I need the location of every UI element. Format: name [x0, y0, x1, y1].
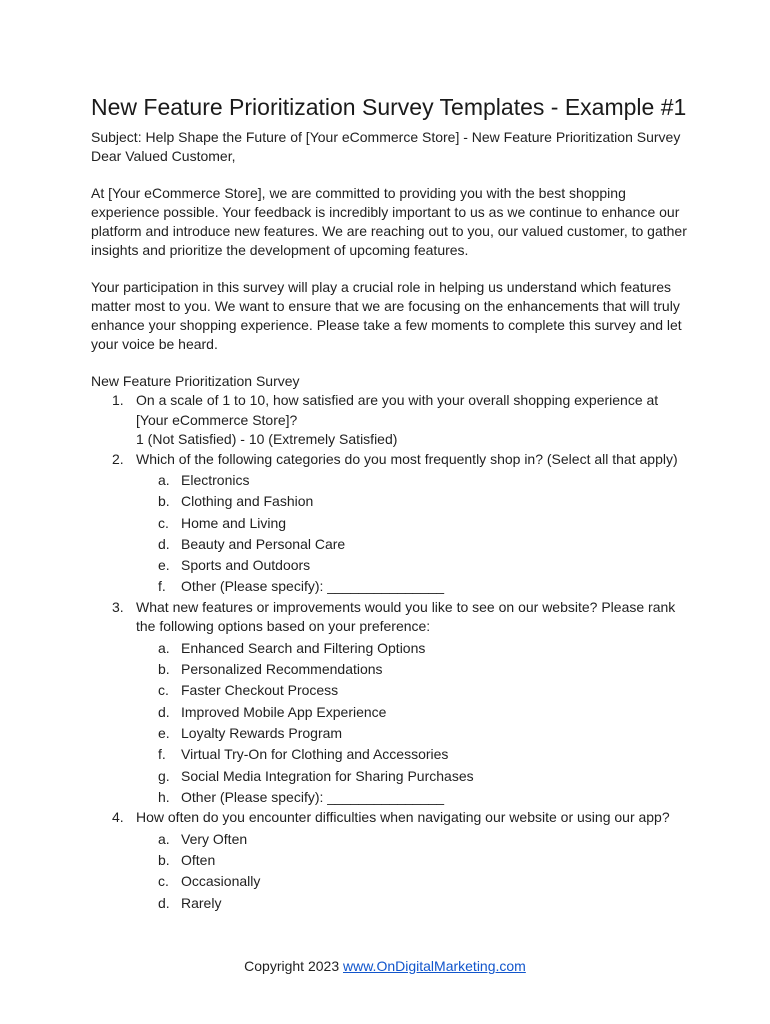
option-label: Loyalty Rewards Program — [181, 724, 343, 741]
option-letter: f. — [158, 746, 166, 763]
question-list — [91, 391, 691, 914]
option-letter: a. — [158, 830, 170, 847]
option-item — [91, 470, 691, 491]
option-item — [91, 787, 691, 808]
question-3 — [91, 598, 691, 808]
question-number: 4. — [112, 809, 124, 826]
option-letter: d. — [158, 535, 170, 552]
option-label: Electronics — [181, 472, 250, 488]
question-text: On a scale of 1 to 10, how satisfied are you with your overall shopping experience at [Your eCommerce Store]? — [136, 392, 659, 428]
option-letter: c. — [158, 682, 169, 699]
question-text: How often do you encounter difficulties when navigating our website or using our app? — [136, 809, 670, 826]
option-item — [91, 723, 691, 744]
option-list — [136, 829, 691, 914]
option-letter: d. — [158, 894, 170, 911]
option-label: Improved Mobile App Experience — [181, 703, 387, 720]
document-title: New Feature Prioritization Survey Templates - Example #1 — [91, 94, 687, 120]
option-item — [91, 491, 691, 512]
option-letter: f. — [158, 578, 166, 595]
document-page — [91, 92, 691, 914]
option-label: Social Media Integration for Sharing Purchases — [181, 767, 474, 784]
option-letter: b. — [158, 851, 170, 868]
option-label: Occasionally — [181, 873, 261, 890]
option-item — [91, 659, 691, 680]
greeting: Dear Valued Customer, — [91, 148, 236, 164]
question-number: 3. — [112, 598, 124, 615]
question-1 — [91, 391, 691, 450]
option-item — [91, 576, 691, 597]
option-label: Faster Checkout Process — [181, 682, 339, 699]
participation-paragraph: Your participation in this survey will play a crucial role in helping us understand which features matter most to you. We want to ensure that we are focusing on the enhancements that will truly enhance your shopping experience. Please take a few moments to complete this survey and let your voice be heard. — [91, 279, 682, 352]
website-link[interactable]: www.OnDigitalMarketing.com — [343, 958, 526, 974]
question-number: 2. — [112, 450, 124, 467]
question-text: What new features or improvements would you like to see on our website? Please rank the following options based on your preference: — [136, 598, 676, 635]
option-item — [91, 850, 691, 871]
option-label: Beauty and Personal Care — [181, 535, 346, 552]
option-label: Rarely — [181, 894, 222, 911]
option-letter: d. — [158, 703, 170, 720]
option-item — [91, 744, 691, 765]
option-letter: c. — [158, 873, 169, 890]
option-item — [91, 680, 691, 701]
question-text: Which of the following categories do you most frequently shop in? (Select all that apply) — [136, 450, 678, 467]
option-label: Other (Please specify): _______________ — [181, 578, 445, 595]
option-letter: a. — [158, 639, 170, 656]
option-letter: a. — [158, 472, 170, 488]
option-item — [91, 534, 691, 555]
question-2 — [91, 450, 691, 598]
option-letter: g. — [158, 767, 170, 784]
option-label: Other (Please specify): _______________ — [181, 788, 445, 805]
survey-heading: New Feature Prioritization Survey — [91, 373, 300, 389]
option-item — [91, 766, 691, 787]
option-item — [91, 702, 691, 723]
option-label: Home and Living — [181, 514, 287, 531]
option-list — [136, 638, 691, 808]
option-label: Often — [181, 851, 216, 868]
option-label: Personalized Recommendations — [181, 661, 383, 678]
intro-paragraph: At [Your eCommerce Store], we are committed to providing you with the best shopping experience possible. Your feedback is incredibly important to us as we continue to enhance our platform and introduce new features. We are reaching out to you, our valued customer, to gather insights and prioritize the development of upcoming features. — [91, 185, 687, 258]
option-item — [91, 893, 691, 914]
option-item — [91, 555, 691, 576]
page-footer — [0, 958, 770, 974]
option-item — [91, 871, 691, 892]
copyright-text: Copyright 2023 — [244, 958, 340, 974]
option-letter: h. — [158, 788, 170, 805]
option-item — [91, 829, 691, 850]
option-label: Sports and Outdoors — [181, 557, 311, 574]
option-label: Very Often — [181, 830, 248, 847]
question-number: 1. — [112, 392, 124, 408]
option-letter: b. — [158, 493, 170, 510]
option-label: Virtual Try-On for Clothing and Accessories — [181, 746, 449, 763]
option-list — [136, 470, 691, 598]
option-label: Enhanced Search and Filtering Options — [181, 639, 426, 656]
question-4 — [91, 808, 691, 914]
option-item — [91, 513, 691, 534]
question-scale-note: 1 (Not Satisfied) - 10 (Extremely Satisfied) — [136, 431, 398, 447]
option-letter: c. — [158, 514, 169, 531]
option-letter: e. — [158, 557, 170, 574]
option-letter: b. — [158, 661, 170, 678]
email-subject: Subject: Help Shape the Future of [Your eCommerce Store] - New Feature Prioritization Survey — [91, 129, 681, 145]
option-letter: e. — [158, 724, 170, 741]
option-item — [91, 638, 691, 659]
option-label: Clothing and Fashion — [181, 493, 314, 510]
